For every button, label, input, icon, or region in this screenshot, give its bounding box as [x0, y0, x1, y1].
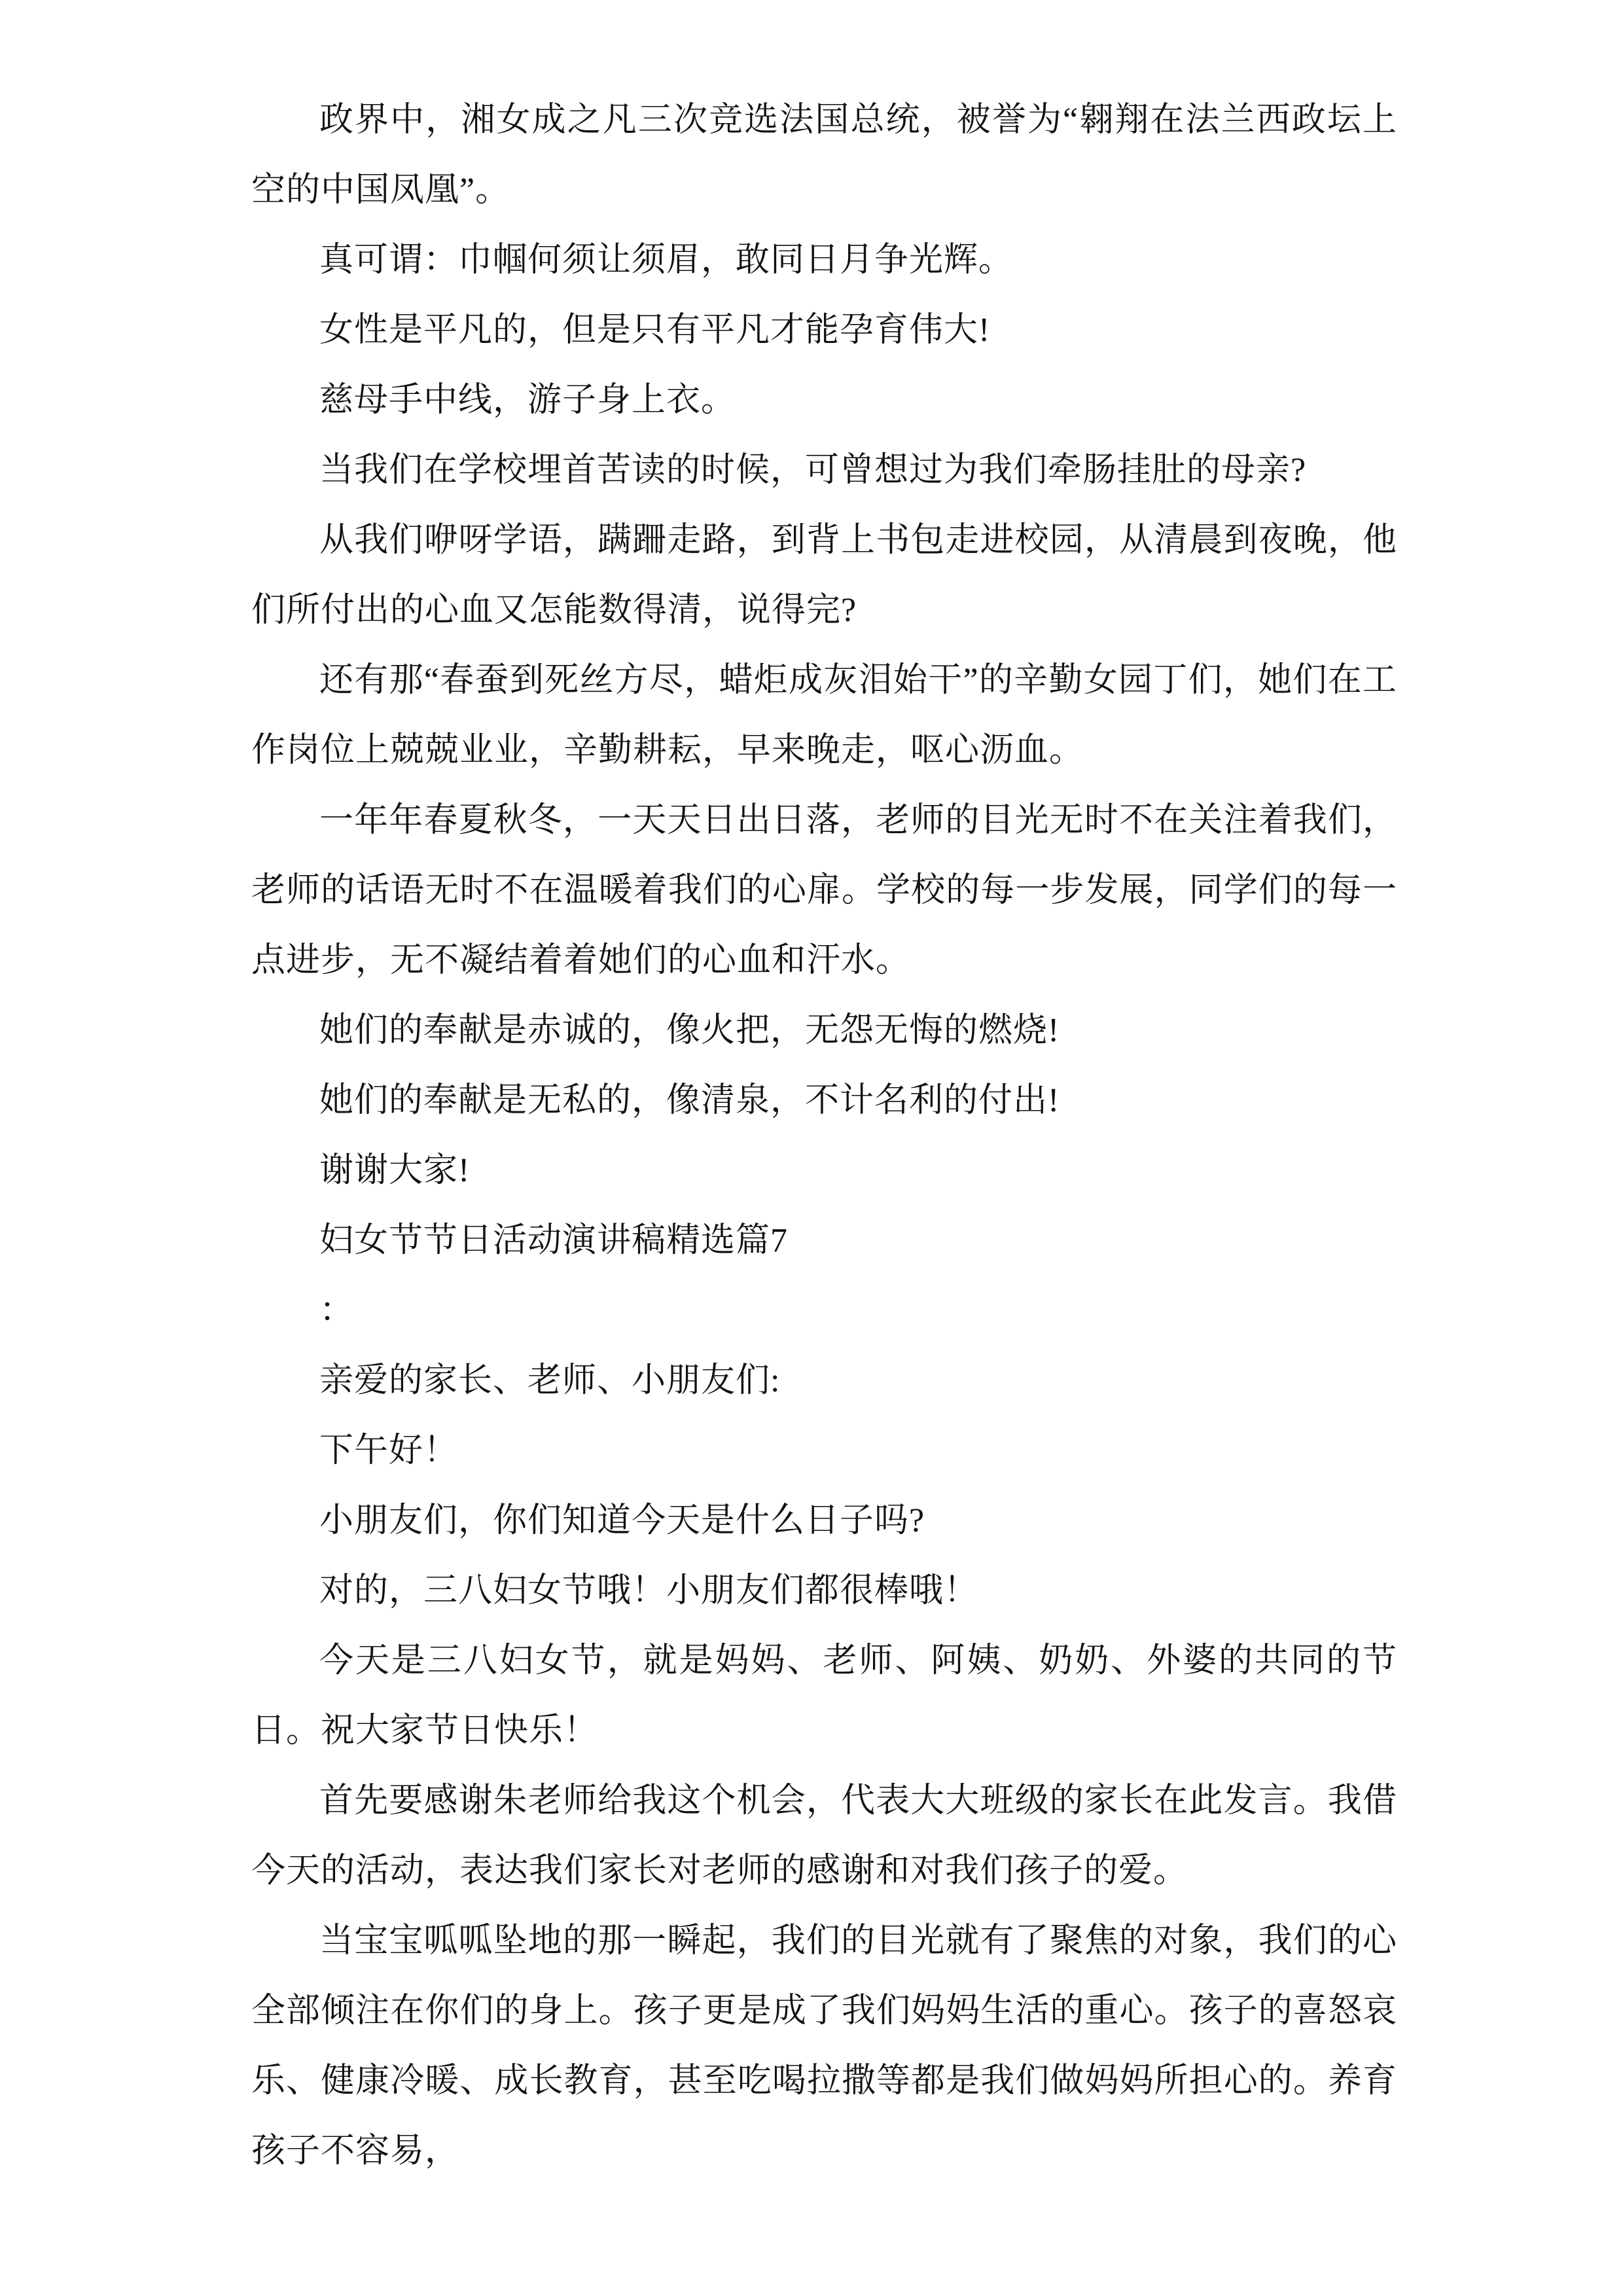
- paragraph: 亲爱的家长、老师、小朋友们:: [319, 1362, 781, 1399]
- paragraph: 首先要感谢朱老师给我这个机会，代表大大班级的家长在此发言。我借今天的活动，表达我们家长对老师的感谢和对我们孩子的爱。: [251, 1782, 1397, 1890]
- paragraph: 今天是三八妇女节，就是妈妈、老师、阿姨、奶奶、外婆的共同的节日。祝大家节日快乐！: [251, 1642, 1397, 1749]
- document-body: [251, 85, 1397, 2186]
- paragraph: 她们的奉献是赤诚的，像火把，无怨无悔的燃烧!: [319, 1012, 1060, 1049]
- paragraph: 政界中，湘女成之凡三次竞选法国总统，被誉为“翱翔在法兰西政坛上空的中国凤凰”。: [251, 101, 1397, 209]
- paragraph: ：: [319, 1292, 355, 1329]
- paragraph: 对的，三八妇女节哦！小朋友们都很棒哦！: [319, 1572, 979, 1609]
- paragraph: 妇女节节日活动演讲稿精选篇7: [319, 1222, 789, 1259]
- paragraph: 小朋友们，你们知道今天是什么日子吗?: [319, 1502, 925, 1539]
- paragraph: 下午好！: [319, 1432, 459, 1469]
- paragraph: 她们的奉献是无私的，像清泉，不计名利的付出!: [319, 1082, 1060, 1119]
- paragraph: 从我们咿呀学语，蹒跚走路，到背上书包走进校园，从清晨到夜晚，他们所付出的心血又怎能数得清，说得完?: [251, 522, 1397, 629]
- paragraph: 谢谢大家!: [319, 1152, 471, 1189]
- paragraph: 真可谓：巾帼何须让须眉，敢同日月争光辉。: [319, 242, 1014, 279]
- paragraph: 一年年春夏秋冬，一天天日出日落，老师的目光无时不在关注着我们，老师的话语无时不在温暖着我们的心扉。学校的每一步发展，同学们的每一点进步，无不凝结着着她们的心血和汗水。: [251, 802, 1397, 979]
- paragraph: 女性是平凡的，但是只有平凡才能孕育伟大!: [319, 312, 991, 349]
- paragraph: 当我们在学校埋首苦读的时候，可曾想过为我们牵肠挂肚的母亲?: [319, 452, 1307, 489]
- paragraph: 慈母手中线，游子身上衣。: [319, 382, 736, 419]
- paragraph: 还有那“春蚕到死丝方尽，蜡炬成灰泪始干”的辛勤女园丁们，她们在工作岗位上兢兢业业，辛勤耕耘，早来晚走，呕心沥血。: [251, 662, 1397, 769]
- paragraph: 当宝宝呱呱坠地的那一瞬起，我们的目光就有了聚焦的对象，我们的心全部倾注在你们的身上。孩子更是成了我们妈妈生活的重心。孩子的喜怒哀乐、健康冷暖、成长教育，甚至吃喝拉撒等都是我们做妈妈所担心的。养育孩子不容易，: [251, 1922, 1397, 2170]
